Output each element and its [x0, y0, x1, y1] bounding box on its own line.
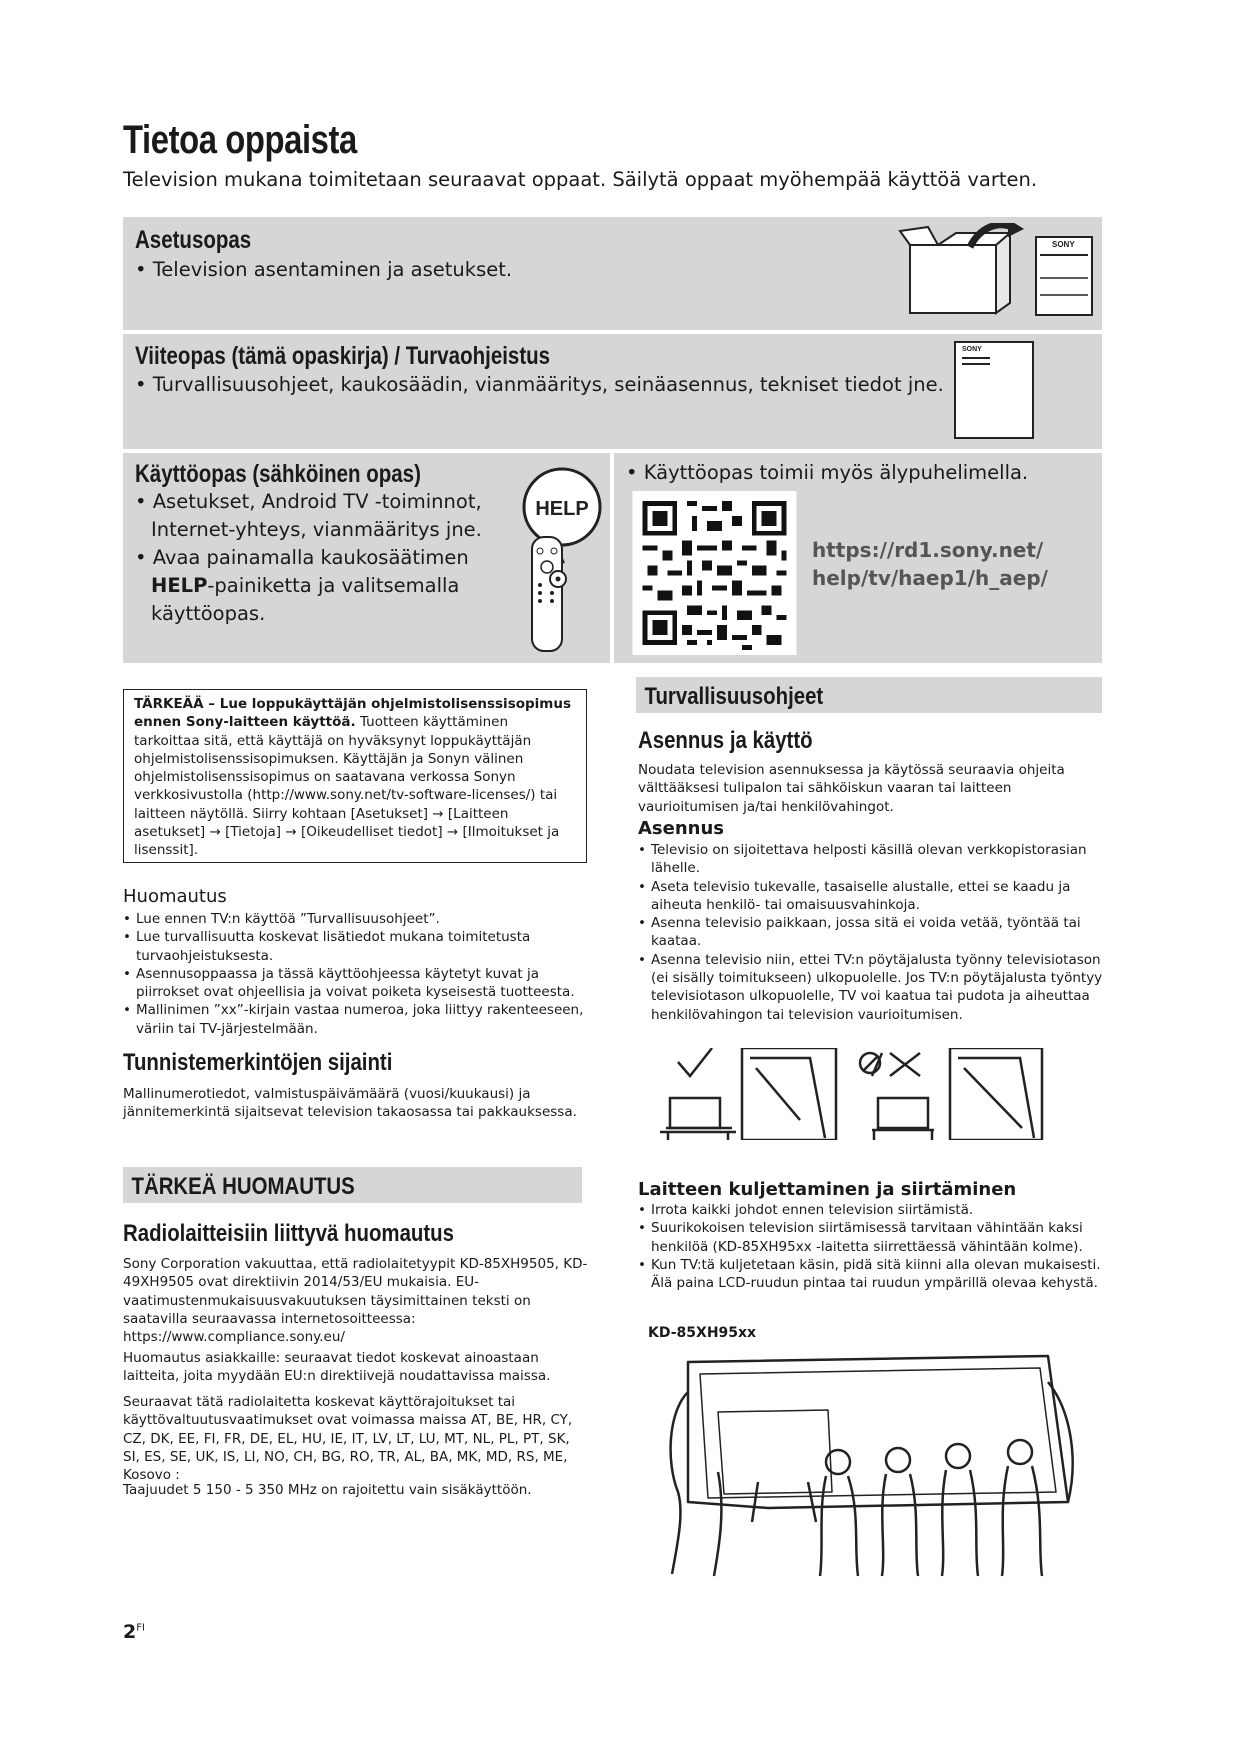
install-use-text: Noudata television asennuksessa ja käytössä seuraavia ohjeita välttääksesi tulipalon tai sähköiskun vaaran tai laitteen vaurioitumisen ja/tai henkilövahingot. — [638, 762, 1065, 815]
setup-guide-panel — [123, 217, 1102, 330]
note-list — [123, 910, 589, 1038]
setup-guide-text: • Television asentaminen ja asetukset. — [135, 258, 513, 281]
stand-placement-illustration — [660, 1048, 1080, 1140]
smartphone-guide-panel — [614, 453, 1102, 663]
qr-code-icon — [632, 491, 797, 655]
list-item: • Lue ennen TV:n käyttöä ”Turvallisuusohjeet”. — [123, 910, 589, 928]
radio-notice-p3: Seuraavat tätä radiolaitetta koskevat käyttörajoitukset tai käyttövaltuutusvaatimukset ovat voimassa maissa AT, BE, HR, CY, CZ, DK, EE, FI, FR, DE, EL, HU, IE, IT, LV, LT, LU, MT, NL, PL, PT, SK, SI, ES, SE, UK, IS, LI, NO, CH, BG, RO, TR, AL, BA, MK, MD, RS, ME, Kosovo : — [123, 1394, 573, 1484]
list-item: • Asenna televisio paikkaan, jossa sitä ei voida vetää, työntää tai kaataa. — [638, 914, 1104, 951]
safety-bar: Turvallisuusohjeet — [636, 677, 1102, 713]
reference-book-icon: SONY — [954, 341, 1034, 439]
asennus-title: Asennus — [638, 818, 725, 839]
radio-notice-p2: Huomautus asiakkaille: seuraavat tiedot koskevat ainoastaan laitteita, joita myydään EU:n direktiivejä noudattavissa maissa. — [123, 1350, 551, 1385]
label-location-title: Tunnistemerkintöjen sijainti — [123, 1049, 393, 1076]
help-bullet2-line2: HELP-painiketta ja valitsemalla — [151, 574, 460, 597]
help-guide-title: Käyttöopas (sähköinen opas) — [135, 460, 421, 488]
list-item: • Televisio on sijoitettava helposti käsillä olevan verkkopistorasian lähelle. — [638, 841, 1104, 878]
model-label: KD-85XH95xx — [648, 1325, 757, 1341]
help-url[interactable]: https://rd1.sony.net/ help/tv/haep1/h_aep/ — [812, 538, 1048, 590]
reference-guide-title: Viiteopas (tämä opaskirja) / Turvaohjeistus — [135, 342, 551, 370]
radio-notice-p1: Sony Corporation vakuuttaa, että radiolaitetyypit KD-85XH9505, KD-49XH9505 ovat direktiivin 2014/53/EU mukaisia. EU-vaatimustenmukaisuusvakuutuksen täysimittainen teksti on saatavilla seuraavassa internetosoitteessa: https://www.compliance.sony.eu/ — [123, 1256, 588, 1346]
note-title: Huomautus — [123, 886, 227, 907]
smartphone-text: • Käyttöopas toimii myös älypuhelimella. — [626, 461, 1029, 484]
svg-text:SONY: SONY — [1052, 240, 1075, 249]
transport-list — [638, 1201, 1104, 1292]
list-item: • Asenna televisio niin, ettei TV:n pöytäjalusta työnny televisiotason (ei sisälly toimitukseen) ulkopuolelle. Jos TV:n pöytäjalusta työntyy televisiotason ulkopuolelle, TV voi kaatua tai pudota ja aiheuttaa henkilövahingon tai television vaurioitumisen. — [638, 951, 1104, 1024]
install-use-title: Asennus ja käyttö — [638, 727, 813, 754]
help-bullet1-line2: Internet-yhteys, vianmääritys jne. — [151, 518, 482, 541]
label-location-text: Mallinumerotiedot, valmistuspäivämäärä (vuosi/kuukausi) ja jännitemerkintä sijaitsevat television takaosassa tai pakkauksessa. — [123, 1086, 577, 1121]
list-item: • Kun TV:tä kuljetetaan käsin, pidä sitä kiinni alla olevan mukaisesti. Älä paina LCD-ruudun pintaa tai ruudun ympärillä olevaa kehystä. — [638, 1256, 1104, 1293]
list-item: • Suurikokoisen television siirtämisessä tarvitaan vähintään kaksi henkilöä (KD-85XH95xx -laitetta siirrettäessä vähintään kolme). — [638, 1219, 1104, 1256]
box-manual-icon — [898, 223, 1098, 323]
list-item: • Asennusoppaassa ja tässä käyttöohjeessa käytetyt kuvat ja piirrokset ovat ohjeellisia ja voivat poiketa kyseisestä tuotteesta. — [123, 965, 589, 1002]
help-remote-icon — [520, 467, 606, 657]
page-intro: Television mukana toimitetaan seuraavat oppaat. Säilytä oppaat myöhempää käyttöä varten. — [123, 168, 1038, 191]
help-bullet2-line3: käyttöopas. — [151, 602, 266, 625]
help-bullet1-line1: • Asetukset, Android TV -toiminnot, — [135, 490, 482, 513]
radio-notice-p4: Taajuudet 5 150 - 5 350 MHz on rajoitettu vain sisäkäyttöön. — [123, 1482, 532, 1498]
tv-carry-illustration — [648, 1352, 1088, 1582]
radio-notice-title: Radiolaitteisiin liittyvä huomautus — [123, 1220, 454, 1247]
help-guide-panel — [123, 453, 610, 663]
page-title: Tietoa oppaista — [123, 118, 357, 162]
reference-guide-text: • Turvallisuusohjeet, kaukosäädin, vianmääritys, seinäasennus, tekniset tiedot jne. — [135, 373, 944, 396]
transport-title: Laitteen kuljettaminen ja siirtäminen — [638, 1179, 1017, 1200]
list-item: • Irrota kaikki johdot ennen television siirtämistä. — [638, 1201, 1104, 1219]
list-item: • Aseta televisio tukevalle, tasaiselle alustalle, ettei se kaadu ja aiheuta henkilö- tai omaisuusvahinkoja. — [638, 878, 1104, 915]
important-notice-bar: TÄRKEÄ HUOMAUTUS — [123, 1167, 582, 1203]
asennus-list — [638, 841, 1104, 1024]
eula-box: TÄRKEÄÄ – Lue loppukäyttäjän ohjelmistolisenssisopimus ennen Sony-laitteen käyttöä. Tuotteen käyttäminen tarkoittaa sitä, että käyttäjä on hyväksynyt loppukäyttäjän ohjelmistolisenssisopimuksen. Käyttäjän ja Sonyn välinen ohjelmistolisenssisopimus on saatavana verkossa Sonyn verkkosivustolla (http://www.sony.net/tv-software-licenses/) tai laitteen näytöllä. Siirry kohtaan [Asetukset] → [Laitteen asetukset] → [Tietoja] → [Oikeudelliset tiedot] → [Ilmoitukset ja lisenssit]. — [123, 689, 587, 863]
setup-guide-title: Asetusopas — [135, 226, 252, 254]
reference-guide-panel — [123, 334, 1102, 449]
help-bullet2-line1: • Avaa painamalla kaukosäätimen — [135, 546, 469, 569]
page-number: $2^{FI}$ — [123, 1621, 145, 1643]
list-item: • Mallinimen ”xx”-kirjain vastaa numeroa, joka liittyy rakenteeseen, väriin tai TV-järjestelmään. — [123, 1001, 589, 1038]
list-item: • Lue turvallisuutta koskevat lisätiedot mukana toimitetusta turvaohjeistuksesta. — [123, 928, 589, 965]
svg-text:HELP: HELP — [535, 498, 589, 520]
